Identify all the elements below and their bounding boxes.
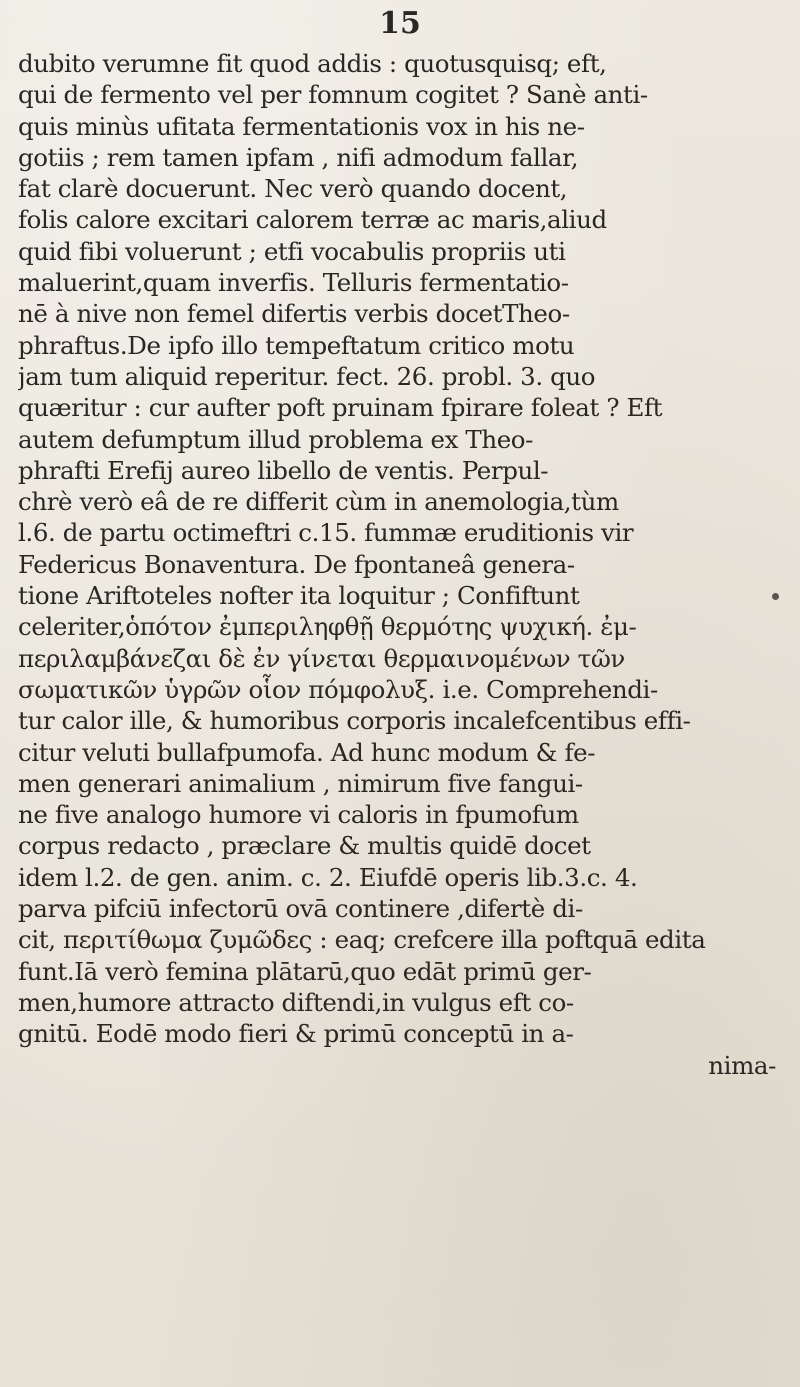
text-line: fat clarè docuerunt. Nec verò quando docent,	[18, 174, 568, 204]
text-line: quid fibi voluerunt ; etfi vocabulis propriis uti	[18, 236, 566, 266]
text-line: corpus redacto , præclare & multis quidē docet	[18, 831, 591, 861]
text-line: celeriter,ὁπότον ἐμπεριληφθῇ θερμότης ψυχική. ἐμ-	[18, 612, 637, 642]
page-number: 15	[379, 6, 421, 41]
text-line: ne five analogo humore vi caloris in fpumofum	[18, 800, 579, 830]
text-line: citur veluti bullafpumofa. Ad hunc modum & fe-	[18, 737, 596, 767]
text-line: gnitū. Eodē modo fieri & primū conceptū in a-	[18, 1019, 574, 1049]
text-line: folis calore excitari calorem terræ ac maris,aliud	[18, 205, 607, 235]
text-line: σωματικῶν ὑγρῶν οἷον πόμφολυξ. i.e. Comprehendi-	[18, 674, 658, 704]
text-line: tur calor ille, & humoribus corporis incalefcentibus effi-	[18, 706, 691, 736]
text-line: nē à nive non femel difertis verbis docetTheo-	[18, 299, 570, 329]
text-line: men,humore attracto diftendi,in vulgus eft co-	[18, 987, 574, 1017]
text-line: autem defumptum illud problema ex Theo-	[18, 424, 534, 454]
catchword: nima-	[708, 1050, 776, 1080]
text-line: dubito verumne fit quod addis : quotusquisq; eft,	[18, 49, 607, 78]
text-line: parva pifciū infectorū ovā continere ,difertè di-	[18, 894, 583, 924]
text-line: qui de fermento vel per fomnum cogitet ? Sanè anti-	[18, 80, 648, 110]
text-line: idem l.2. de gen. anim. c. 2. Eiufdē operis lib.3.c. 4.	[18, 862, 638, 892]
text-line: maluerint,quam inverfis. Telluris fermentatio-	[18, 268, 569, 298]
text-line: Federicus Bonaventura. De fpontaneâ genera-	[18, 549, 575, 579]
text-line: quis minùs ufitata fermentationis vox in his ne-	[18, 111, 585, 141]
text-line: funt.Iā verò femina plātarū,quo edāt primū ger-	[18, 956, 592, 986]
text-line: l.6. de partu octimeftri c.15. fummæ eruditionis vir	[18, 518, 634, 548]
text-line: chrè verò eâ de re differit cùm in anemologia,tùm	[18, 487, 619, 517]
text-line: cit, περιτίθωμα ζυμῶδες : eaq; crefcere illa poftquā edita	[18, 925, 706, 955]
text-line: tione Ariftoteles nofter ita loquitur ; Confiftunt	[18, 581, 580, 611]
text-line: jam tum aliquid reperitur. fect. 26. probl. 3. quo	[18, 361, 596, 391]
text-line: men generari animalium , nimirum five fangui-	[18, 768, 583, 798]
text-line: phrafti Erefij aureo libello de ventis. Perpul-	[18, 455, 549, 485]
text-line: phraftus.De ipfo illo tempeftatum critico motu	[18, 330, 575, 360]
text-line: quæritur : cur aufter poft pruinam fpirare foleat ? Eft	[18, 393, 663, 423]
text-line: περιλαμβάνεζαι δὲ ἐν γίνεται θερμαινομένων τῶν	[18, 643, 625, 673]
text-line: gotiis ; rem tamen ipfam , nifi admodum fallar,	[18, 142, 579, 172]
body-text	[18, 48, 798, 1081]
